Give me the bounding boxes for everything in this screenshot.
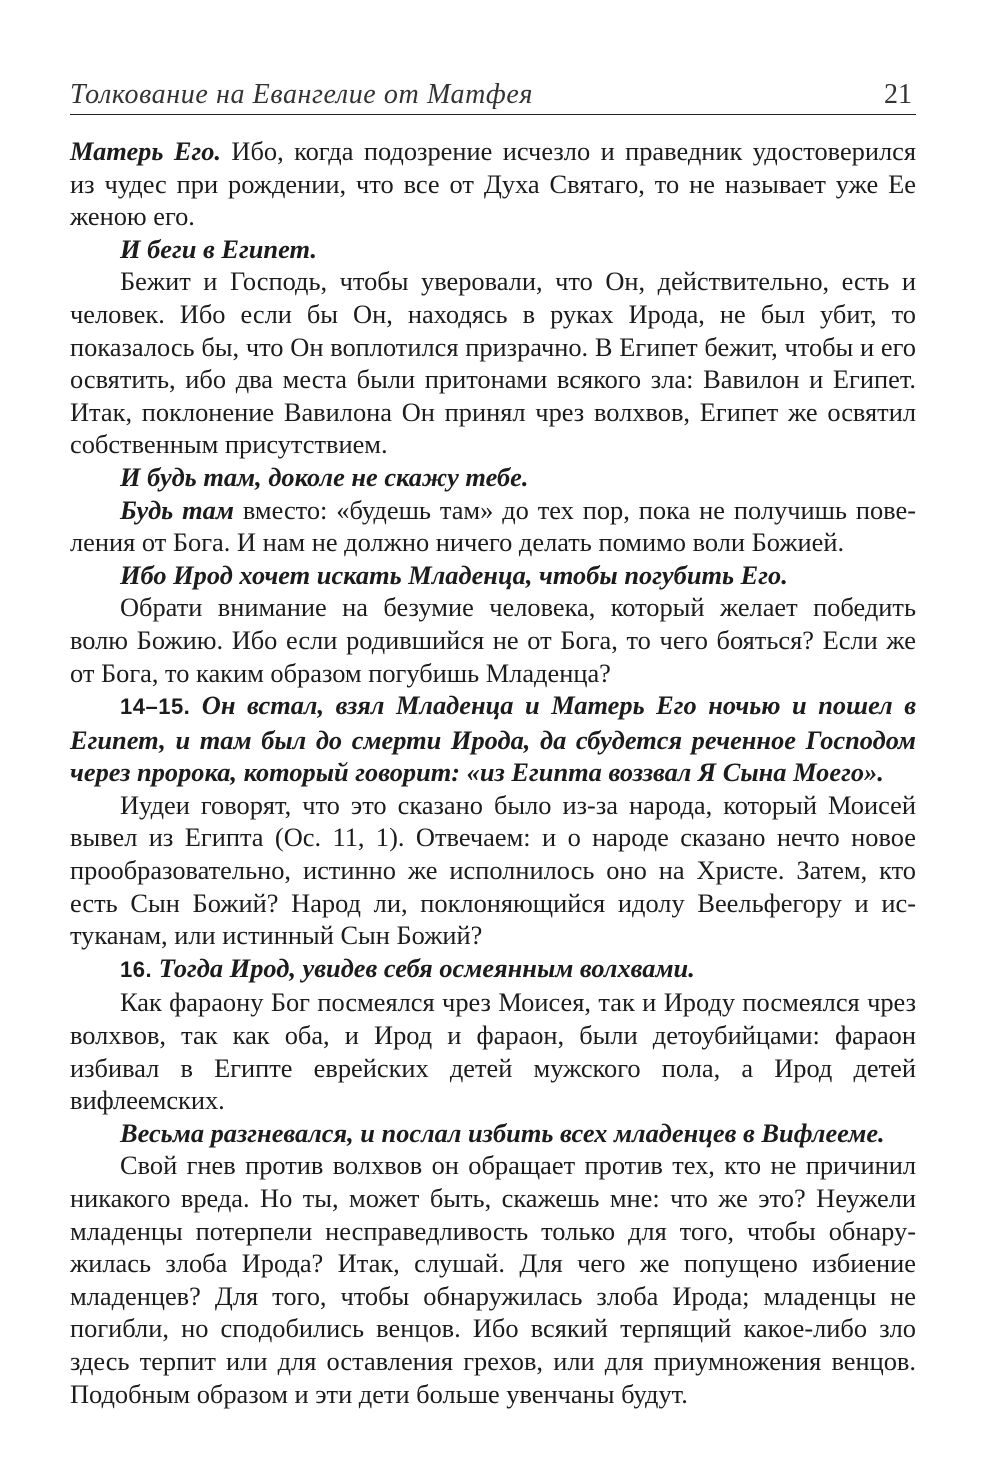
verse-number: 14–15. — [120, 694, 191, 720]
paragraph-text: Обрати внимание на безумие человека, который желает победить волю Божию. Ибо если родившийся не от Бога, то чего бояться? Если же от Бога, то каким образом погубишь Младенца? — [70, 592, 916, 688]
paragraph — [70, 986, 916, 1116]
book-page — [70, 78, 916, 1410]
paragraph-text: Ибо, когда подозрение исчезло и праведник удостоверился из чудес при рождении, что все от Духа Святаго, то не называет уже Ее женою его. — [70, 136, 916, 232]
commentary-lead: Матерь Его. — [70, 136, 221, 166]
quote-text: И будь там, доколе не скажу тебе. — [120, 461, 529, 492]
scripture-quote — [70, 1117, 916, 1150]
scripture-quote — [70, 233, 916, 266]
paragraph — [70, 789, 916, 952]
commentary-lead: Будь там — [120, 494, 234, 525]
scripture-quote — [70, 689, 916, 789]
page-number: 21 — [884, 79, 912, 110]
quote-text: Он встал, взял Младенца и Матерь Его ночью и пошел в Египет, и там был до смерти Ирода, да сбудется реченное Господом через пророка, который говорит: «из Египта воззвал Я Сына Моего». — [70, 690, 916, 788]
paragraph-text: Иудеи говорят, что это сказано было из-за народа, который Моисей вывел из Египта (Ос. 11, 1). Отвечаем: и о народе сказано нечто новое прообразовательно, истинно же исполнилось оно на Христе. Затем, кто есть Сын Божий? Народ ли, поклоняющийся идолу Веельфегору и истуканам, или истинный Сын Божий? — [70, 789, 916, 951]
verse-number: 16. — [120, 956, 153, 982]
paragraph-text: Бежит и Господь, чтобы уверовали, что Он, действительно, есть и человек. Ибо если бы Он, находясь в руках Ирода, не был убит, то показалось бы, что Он воплотился призрачно. В Египет бежит, чтобы и его освятить, ибо два места были притонами всякого зла: Вавилон и Египет. Итак, поклонение Вавилона Он принял чрез волхвов, Египет же освятил собственным присутствием. — [70, 266, 916, 460]
paragraph — [70, 494, 916, 559]
paragraph-text: Как фараону Бог посмеялся чрез Моисея, так и Ироду посмеялся чрез волхвов, так как оба, и Ирод и фараон, были детоубийцами: фараон избивал в Египте еврейских детей мужского пола, а Ирод детей вифлеемских. — [70, 987, 916, 1116]
quote-text: И беги в Египет. — [120, 233, 317, 264]
paragraph-text: Свой гнев против волхвов он обращает против тех, кто не причинил никакого вреда. Но ты, может быть, скажешь мне: что же это? Неужели младенцы потерпели несправедливость только для того, чтобы обнаружилась злоба Ирода? Итак, слушай. Для чего же попущено избиение младенцев? Для того, чтобы обнаружилась злоба Ирода; младенцы не погибли, но сподобились венцов. Ибо всякий терпящий какое-либо зло здесь терпит или для оставления грехов, или для приумножения венцов. Подобным образом и эти дети больше увенчаны будут. — [70, 1150, 916, 1409]
paragraph-text: вместо: «будешь там» до тех пор, пока не получишь повеления от Бога. И нам не должно ничего делать помимо воли Божией. — [70, 494, 916, 558]
paragraph — [70, 1149, 916, 1410]
paragraph — [70, 265, 916, 461]
scripture-quote — [70, 461, 916, 494]
paragraph — [70, 135, 916, 233]
quote-text: Весьма разгневался, и послал избить всех младенцев в Вифлееме. — [120, 1117, 885, 1148]
quote-text: Тогда Ирод, увидев себя осмеянным волхвами. — [152, 952, 695, 983]
paragraph — [70, 591, 916, 689]
quote-text: Ибо Ирод хочет искать Младенца, чтобы погубить Его. — [120, 559, 788, 590]
scripture-quote — [70, 952, 916, 987]
page-body — [70, 135, 916, 1410]
scripture-quote — [70, 559, 916, 592]
running-header — [70, 78, 916, 115]
running-title: Толкование на Евангелие от Матфея — [70, 79, 534, 110]
